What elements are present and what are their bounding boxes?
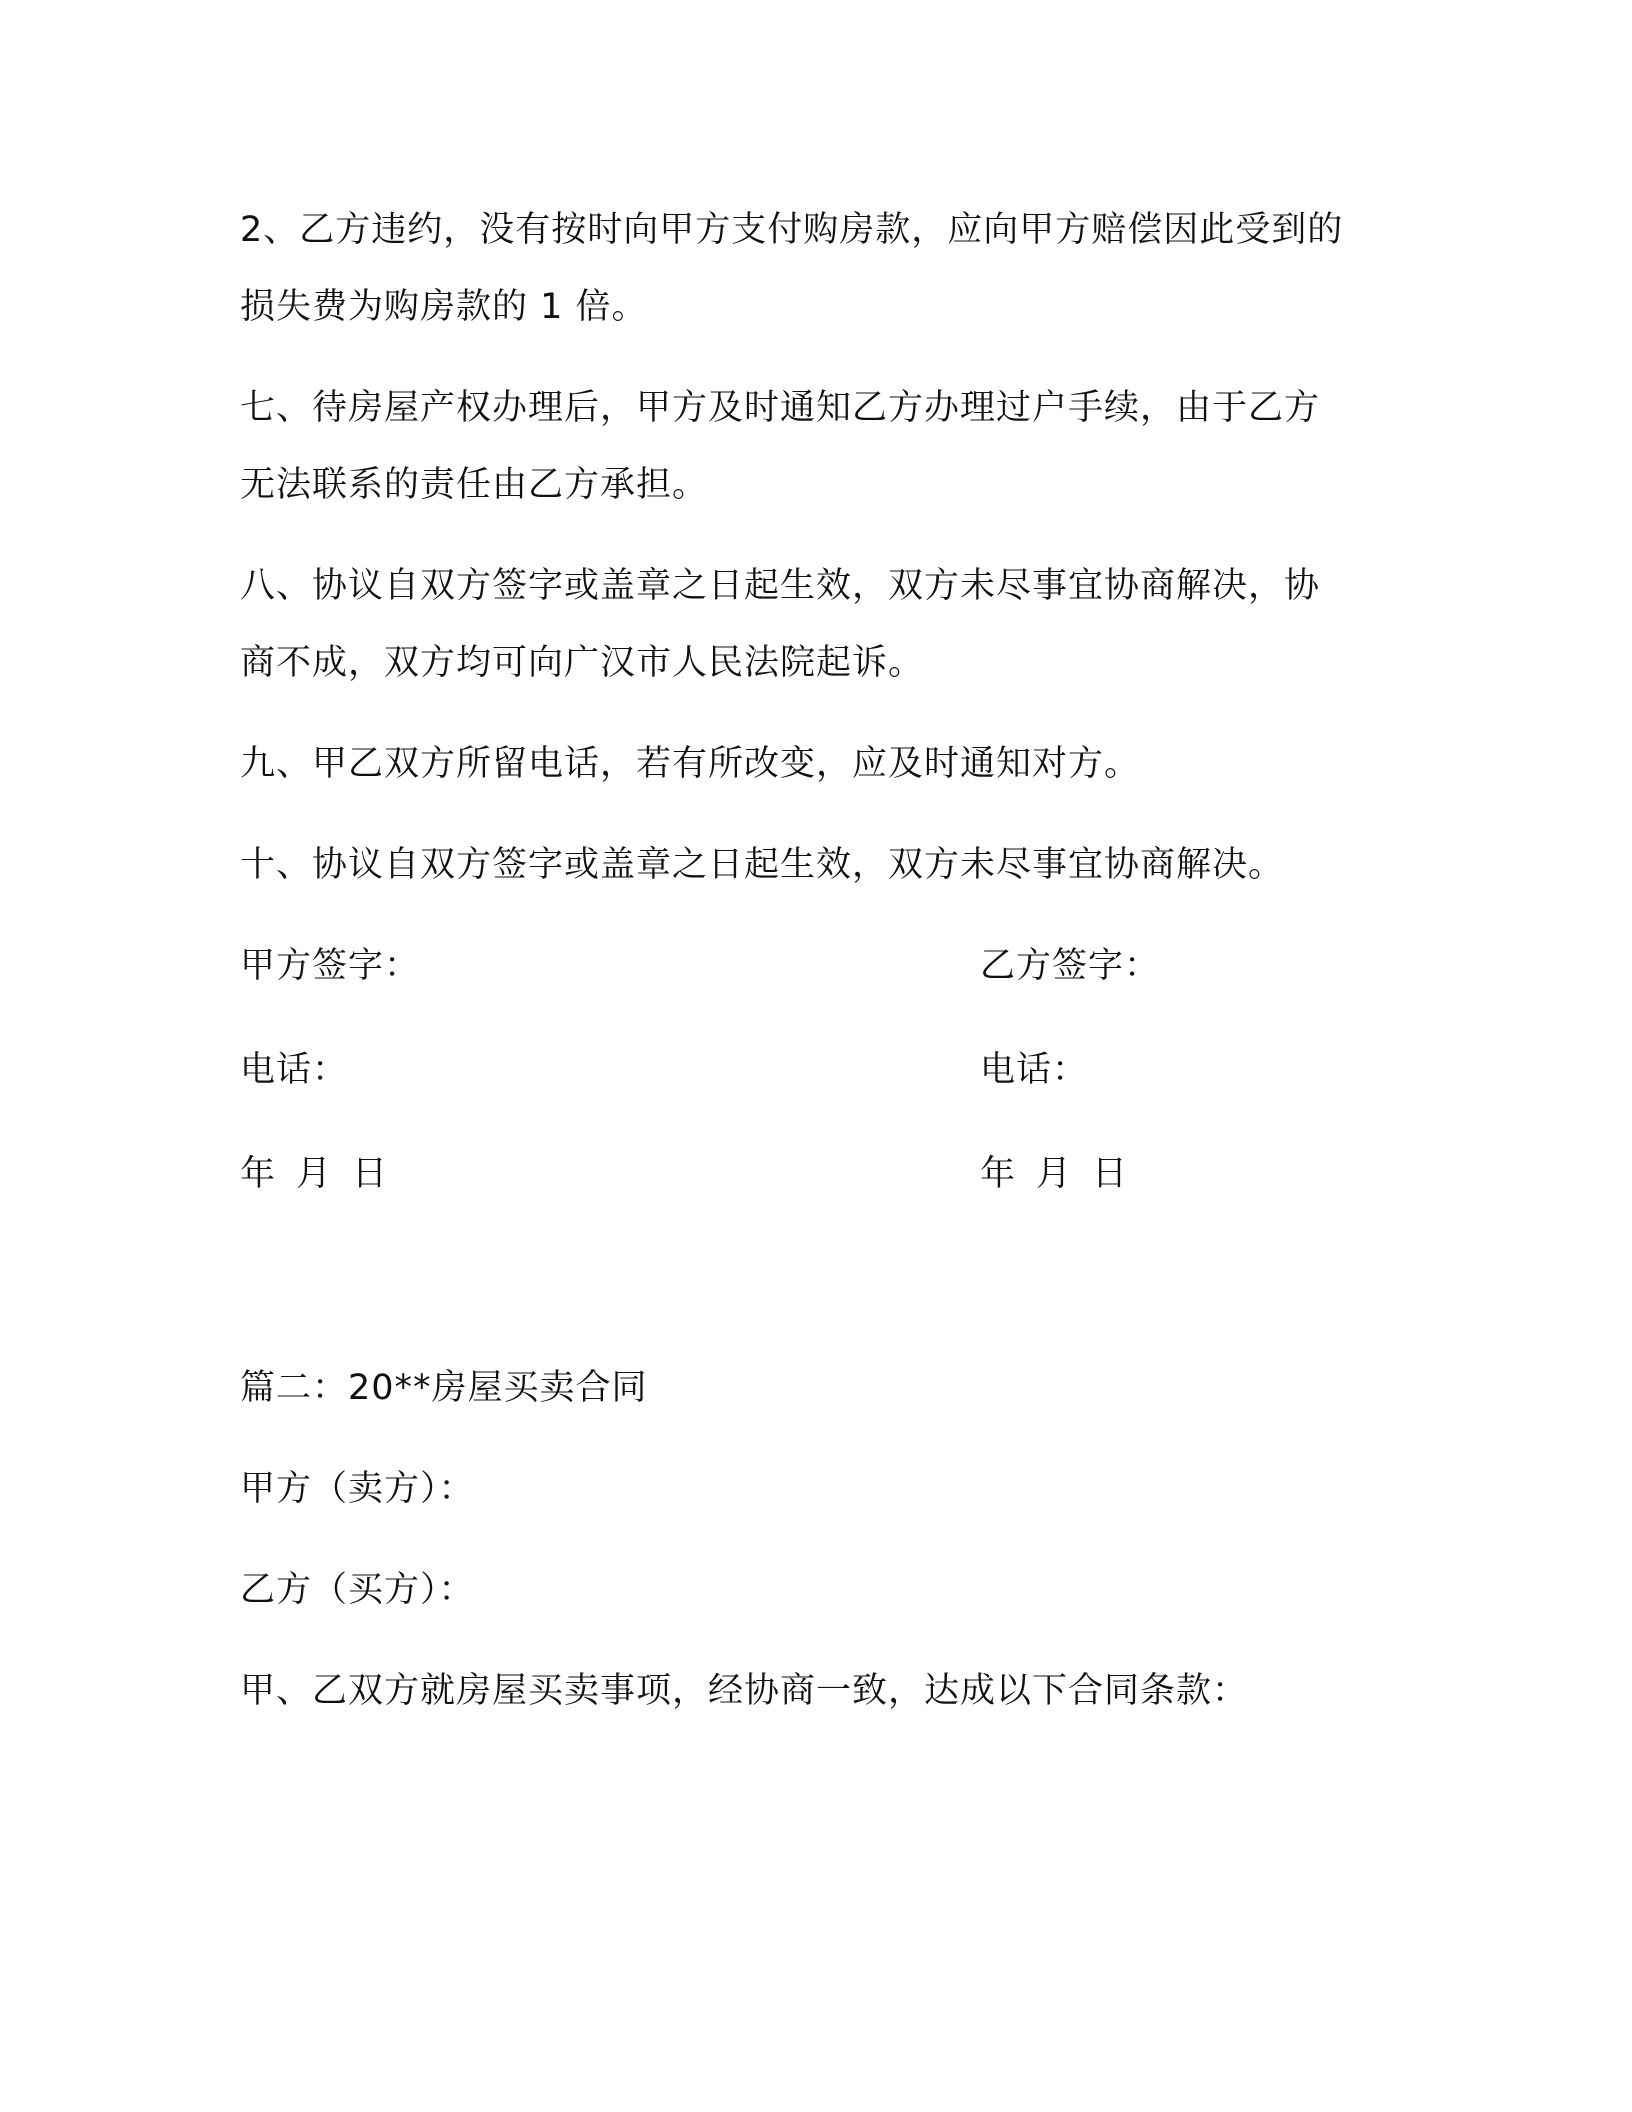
party-b-month-label: 月 bbox=[1036, 1154, 1073, 1194]
contract-intro bbox=[240, 1653, 1400, 1730]
party-b-day-label: 日 bbox=[1092, 1154, 1129, 1194]
clause-2 bbox=[240, 192, 1400, 346]
clause-2-line-2: 损失费为购房款的 1 倍。 bbox=[240, 287, 648, 327]
clause-7 bbox=[240, 370, 1400, 524]
party-a-year-label: 年 bbox=[240, 1154, 277, 1194]
party-a-month-label: 月 bbox=[296, 1154, 333, 1194]
section-2-title bbox=[240, 1350, 1400, 1427]
clause-7-line-2: 无法联系的责任由乙方承担。 bbox=[240, 465, 709, 505]
buyer-label: 乙方（买方）： bbox=[240, 1570, 475, 1610]
section-2-title-text: 篇二：20**房屋买卖合同 bbox=[240, 1368, 648, 1408]
clause-8-line-1: 八、协议自双方签字或盖章之日起生效，双方未尽事宜协商解决，协 bbox=[240, 566, 1321, 606]
party-b-year-label: 年 bbox=[980, 1154, 1017, 1194]
party-a-signature-label: 甲方签字： bbox=[240, 946, 421, 986]
section-spacer bbox=[240, 1240, 1400, 1350]
clause-9-text: 九、甲乙双方所留电话，若有所改变，应及时通知对方。 bbox=[240, 744, 1141, 784]
party-a-phone-label: 电话： bbox=[240, 1050, 349, 1090]
party-b-date bbox=[980, 1136, 1148, 1213]
clause-2-line-1: 2、乙方违约，没有按时向甲方支付购房款，应向甲方赔偿因此受到的 bbox=[240, 210, 1344, 250]
clause-7-line-1: 七、待房屋产权办理后，甲方及时通知乙方办理过户手续，由于乙方 bbox=[240, 388, 1321, 428]
clause-9 bbox=[240, 726, 1400, 803]
party-b-phone-label: 电话： bbox=[980, 1050, 1089, 1090]
clause-10-text: 十、协议自双方签字或盖章之日起生效，双方未尽事宜协商解决。 bbox=[240, 845, 1285, 885]
party-a-day-label: 日 bbox=[352, 1154, 389, 1194]
phone-row bbox=[240, 1032, 1400, 1109]
seller-line bbox=[240, 1451, 1400, 1528]
clause-10 bbox=[240, 827, 1400, 904]
clause-8-line-2: 商不成，双方均可向广汉市人民法院起诉。 bbox=[240, 643, 925, 683]
contract-intro-text: 甲、乙双方就房屋买卖事项，经协商一致，达成以下合同条款： bbox=[240, 1671, 1249, 1711]
seller-label: 甲方（卖方）： bbox=[240, 1469, 475, 1509]
party-b-signature-label: 乙方签字： bbox=[980, 946, 1161, 986]
date-row bbox=[240, 1136, 1400, 1213]
buyer-line bbox=[240, 1552, 1400, 1629]
party-a-date bbox=[240, 1136, 408, 1213]
signature-row bbox=[240, 928, 1400, 1005]
clause-8 bbox=[240, 548, 1400, 702]
document-body bbox=[240, 192, 1400, 1754]
